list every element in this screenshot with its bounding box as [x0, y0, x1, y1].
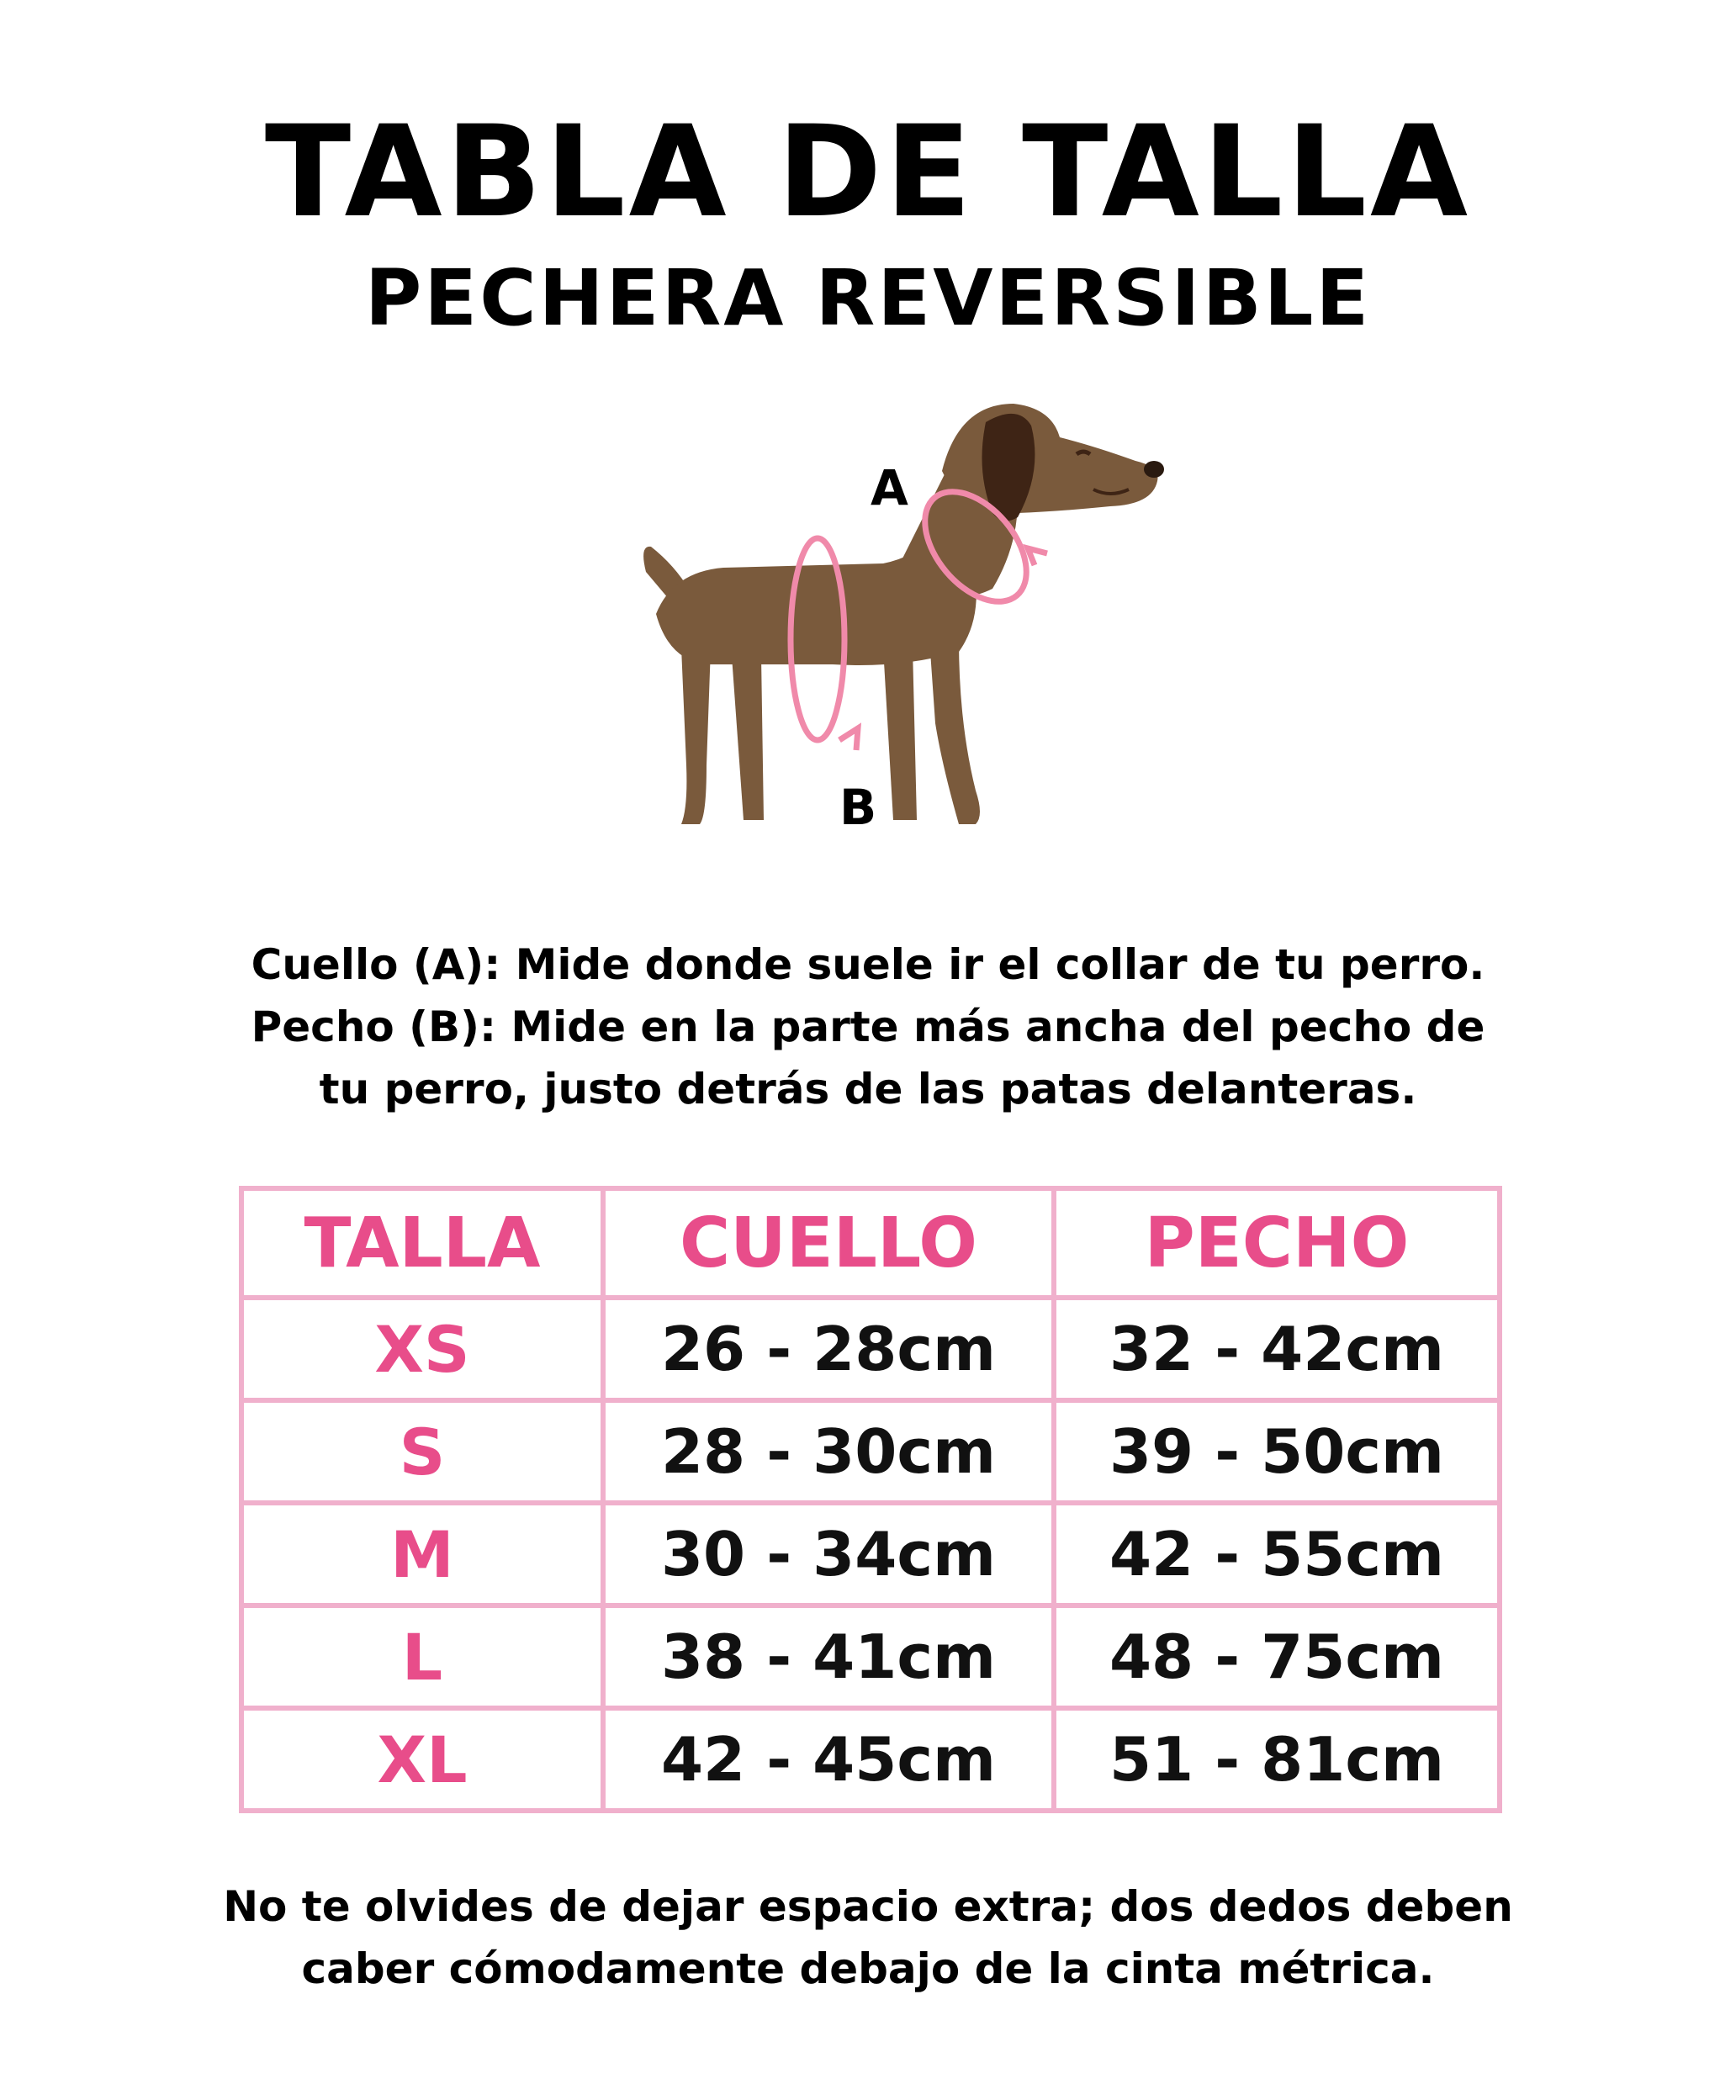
neck-cell: 42 - 45cm [603, 1708, 1054, 1811]
instruction-chest: Pecho (B): Mide en la parte más ancha del pecho de [251, 1002, 1485, 1051]
dog-measurement-illustration [622, 370, 1211, 858]
chest-cell: 51 - 81cm [1054, 1708, 1500, 1811]
page-title: TABLA DE TALLA [264, 99, 1472, 246]
table-header-row [241, 1188, 1500, 1298]
neck-cell: 28 - 30cm [603, 1400, 1054, 1503]
label-b: B [839, 779, 877, 836]
chest-cell: 42 - 55cm [1054, 1503, 1500, 1605]
measurement-instructions [168, 934, 1568, 1120]
chest-cell: 32 - 42cm [1054, 1298, 1500, 1400]
table-row [241, 1605, 1500, 1708]
instruction-chest-cont: tu perro, justo detrás de las patas delanteras. [319, 1065, 1417, 1113]
table-row [241, 1298, 1500, 1400]
table-row [241, 1708, 1500, 1811]
size-cell: XL [241, 1708, 603, 1811]
chest-cell: 39 - 50cm [1054, 1400, 1500, 1503]
neck-cell: 38 - 41cm [603, 1605, 1054, 1708]
table-row [241, 1400, 1500, 1503]
size-cell: S [241, 1400, 603, 1503]
label-a: A [871, 459, 908, 516]
footer-line-2: caber cómodamente debajo de la cinta métrica. [301, 1944, 1435, 1993]
footer-note [168, 1875, 1568, 2000]
header-cuello: CUELLO [603, 1188, 1054, 1298]
size-table [239, 1186, 1502, 1813]
header-talla: TALLA [241, 1188, 603, 1298]
instruction-neck: Cuello (A): Mide donde suele ir el collar de tu perro. [251, 940, 1485, 989]
chest-cell: 48 - 75cm [1054, 1605, 1500, 1708]
header-pecho: PECHO [1054, 1188, 1500, 1298]
neck-cell: 26 - 28cm [603, 1298, 1054, 1400]
neck-cell: 30 - 34cm [603, 1503, 1054, 1605]
size-cell: L [241, 1605, 603, 1708]
size-cell: XS [241, 1298, 603, 1400]
dog-icon [622, 370, 1211, 858]
footer-line-1: No te olvides de dejar espacio extra; dos dedos deben [223, 1882, 1513, 1931]
size-cell: M [241, 1503, 603, 1605]
table-row [241, 1503, 1500, 1605]
page-subtitle: PECHERA REVERSIBLE [364, 253, 1372, 343]
